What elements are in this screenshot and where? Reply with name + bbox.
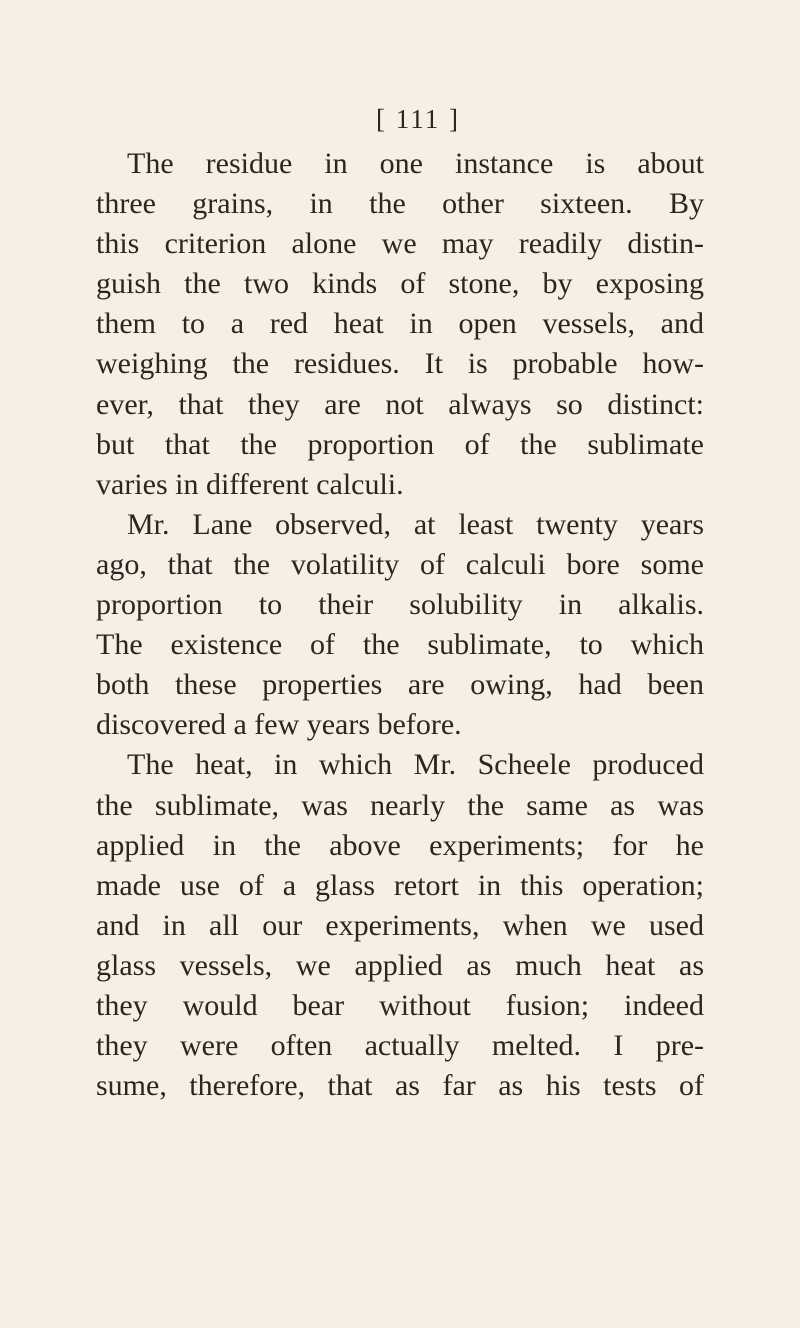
text-line: the sublimate, was nearly the same as was: [96, 788, 704, 822]
text-line: Mr. Lane observed, at least twenty years: [127, 507, 704, 541]
text-line: The heat, in which Mr. Scheele produced: [127, 748, 704, 782]
body-text: [96, 144, 704, 1106]
page-number: [ 111 ]: [376, 104, 460, 134]
text-line: this criterion alone we may readily distin-: [96, 227, 704, 261]
text-line: proportion to their solubility in alkalis.: [96, 588, 704, 622]
text-line: discovered a few years before.: [96, 708, 462, 742]
text-line: and in all our experiments, when we used: [96, 908, 704, 942]
text-line: guish the two kinds of stone, by exposing: [96, 267, 704, 301]
text-line: weighing the residues. It is probable how-: [96, 347, 704, 381]
text-line: both these properties are owing, had been: [96, 668, 704, 702]
text-line: applied in the above experiments; for he: [96, 828, 704, 862]
text-line: varies in different calculi.: [96, 467, 404, 501]
text-line: they would bear without fusion; indeed: [96, 988, 704, 1022]
text-line: but that the proportion of the sublimate: [96, 427, 704, 461]
text-line: three grains, in the other sixteen. By: [96, 187, 704, 221]
text-line: ever, that they are not always so distinct:: [96, 387, 704, 421]
text-line: them to a red heat in open vessels, and: [96, 307, 704, 341]
text-line: The residue in one instance is about: [127, 147, 704, 180]
text-line: they were often actually melted. I pre-: [96, 1029, 704, 1063]
text-line: made use of a glass retort in this operation;: [96, 868, 704, 902]
text-line: sume, therefore, that as far as his tests of: [96, 1069, 704, 1103]
text-line: glass vessels, we applied as much heat as: [96, 948, 704, 982]
text-line: ago, that the volatility of calculi bore some: [96, 547, 704, 581]
text-line: The existence of the sublimate, to which: [96, 628, 704, 662]
